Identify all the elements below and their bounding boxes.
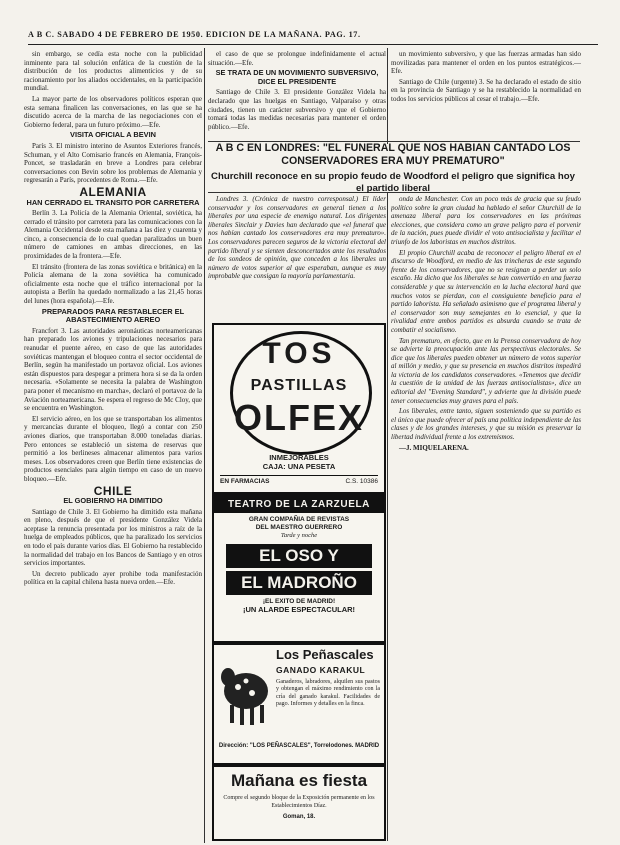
ad-inmejorables: INMEJORABLES: [269, 453, 329, 462]
ad-pastillas-word: PASTILLAS: [250, 377, 348, 394]
article-text: Berlín 3. La Policía de la Alemania Oriental, soviética, ha cerrado el tránsito por carretera para las comunicaciones con la Alemania Occidental desde esta mañana a las diez y cuarenta y cinco, a consecuencia de lo cual quedan paralizados un buen número de camiones en ambas direcciones, en las proximidades de la frontera.—Efe.: [24, 209, 202, 261]
article-text: sin embargo, se cedía esta noche con la publicidad inminente para tal solución enfática de la cuestión de la distribución de los productos alimenticios y de su racionamiento por los aliados occidentales, en la participación mundial.: [24, 50, 202, 93]
ad-penascales-subtitle: GANADO KARAKUL: [276, 665, 366, 675]
subheading-gobierno: EL GOBIERNO HA DIMITIDO: [63, 496, 163, 506]
ad-manana-es-fiesta: [212, 765, 386, 841]
article-text: el caso de que se prolongue indefinidamente el actual situación.—Efe.: [208, 50, 386, 67]
subheading-cerrado: HAN CERRADO EL TRANSITO POR CARRETERA: [26, 197, 200, 207]
ad-fiesta-text: Compre el segundo bloque de la Exposición permanente en los Establecimientos Díaz.: [223, 795, 375, 809]
section-title-chile: CHILE: [93, 483, 133, 498]
article-text: onda de Manchester. Con un poco más de gracia que su feudo político sobre la gran ciudad ha hablado el señor Churchill de la amenaza liberal para los conservadores en las próximas elecciones, que considera como un grave peligro para el porvenir de la nación, pues puede dividir el voto antisocialista y facilitar el triunfo de los laboristas en muchos distritos.: [391, 195, 581, 246]
column-rule-2: [387, 48, 388, 144]
page-header: A B C. SABADO 4 DE FEBRERO DE 1950. EDICION DE LA MAÑANA. PAG. 17.: [28, 30, 598, 45]
headline-subtitle: Churchill reconoce en su propio feudo de Woodford el peligro que significa hoy el partido liberal: [211, 171, 575, 194]
article-text: Santiago de Chile 3. El presidente González Videla ha declarado que las huelgas en Santiago, Valparaíso y otras ciudades, tienen un carácter subversivo y que el Gobierno tomará todas las medidas necesarias para mantener el orden público.—Efe.: [208, 88, 386, 131]
ad-tagline: [214, 453, 384, 471]
article-text: París 3. El ministro interino de Asuntos Exteriores francés, Schuman, y el Alto Comisario francés en Alemania, François-Poncet, se trasladarán en breve a Londres para celebrar conversaciones con Bevin sobre los problemas de Alemania y regresarán a París, procedentes de Roma.—Efe.: [24, 141, 202, 185]
subheading-preparados: PREPARADOS PARA RESTABLECER EL ABASTECIMIENTO AEREO: [41, 306, 185, 325]
article-text: Francfort 3. Las autoridades aeronáuticas norteamericanas han preparado los aviones y tripulaciones necesarios para reanudar el puente aéreo, en caso de que las autoridades soviéticas mantengan el bloqueo contra el sector occidental de Berlín, según ha manifestado un portavoz oficial. Los aviones están dispuestos para despegar a primera hora si se da la orden necesaria. «Solamente se necesita la palabra de Washington para poner el mecanismo en marcha», declaró el portavoz de la Aviación norteamericana. Se espera el regreso de Mc Cloy, que se encuentra en Washington.: [24, 326, 202, 413]
column-rule-1: [204, 48, 205, 843]
ad-farmacias: EN FARMACIAS: [220, 478, 270, 485]
column-rule-3: [387, 193, 388, 841]
article-text: Santiago de Chile (urgente) 3. Se ha declarado el estado de sitio en la provincia de Santiago y se ha restablecido la normalidad en todos los servicios públicos al cesar el trabajo.—Efe.: [391, 77, 581, 103]
ad-penascales-title: Los Peñascales: [276, 647, 374, 662]
article-text: El tránsito (frontera de las zonas soviética e británica) en la Policía alemana de la zona soviética ha comunicado oficialmente esta noche que el tráfico internacional por la autopista a Berlín ha quedado normalizado a las 21,45 horas del lunes (hora española).—Efe.: [24, 262, 202, 306]
london-article-right: [391, 195, 581, 835]
ad-fiesta-street: Goman, 18.: [282, 814, 316, 820]
ad-price: CAJA: UNA PESETA: [262, 462, 336, 471]
ad-theatre-name: TEATRO DE LA ZARZUELA: [214, 496, 384, 513]
sheep-illustration-icon: [218, 651, 274, 739]
section-title-alemania: ALEMANIA: [79, 184, 147, 199]
article-text: Tan prematuro, en efecto, que en la Prensa conservadora de hoy se advierte la preocupación ante las perspectivas electorales. Se dice que los liberales pueden obtener un número de votos superior al millón y medio, y que su presencia en muchos distritos impedirá la victoria de los candidatos conservadores. «Tenemos que decidir la cuestión de la unidad de las fuerzas antisocialistas», dice un editorial del "Evening Standard", y advierte que la división puede tener consecuencias muy graves para el país.: [391, 336, 581, 405]
column-1: [24, 50, 202, 840]
article-signature: —J. MIQUELARENA.: [399, 443, 469, 452]
ad-farmacias-line: [220, 475, 378, 485]
article-text: La mayor parte de los observadores políticos esperan que esta semana finalicen las conversaciones, en las que se ha discutido acerca de la marcha de las negociaciones con el Gobierno federal, para un futuro próximo.—Efe.: [24, 94, 202, 129]
ad-fiesta-title: Mañana es fiesta: [230, 771, 368, 790]
ad-alarde: ¡UN ALARDE ESPECTACULAR!: [242, 605, 356, 614]
article-text: El propio Churchill acaba de reconocer el peligro liberal en el discurso de Woodford, en medio de las trincheras de este segundo frente de los conservadores, que no se resignan a perder un solo escaño. Ha dicho que los liberales se han convertido en una fuerza considerable y que su intervención en la lucha electoral hará que muchos votos se pierdan, con el consiguiente beneficio para el partido laborista. Ha señalado asimismo que el programa liberal y el conservador son muy semejantes en lo esencial, y que la rivalidad entre ambos partidos es absurda cuando se trata de combatir el socialismo.: [391, 248, 581, 334]
ad-penascales-address: Dirección: "LOS PEÑASCALES", Torrelodones. MADRID: [218, 743, 380, 749]
ad-teatro-zarzuela: [212, 494, 386, 643]
article-text: Londres 3. (Crónica de nuestro corresponsal.) El líder conservador y los conservadores en general tienen a los liberales por una especie de enemigo natural. Los dirigentes liberales Sinclair y Davies han declarado que «el funeral que nos habían cantado los conservadores era muy prematuro». Los conservadores parecen seguros de la victoria electoral del partido liberal y se sienten desconcertados ante los resultados de los sondeos de opinión, que conceden a los liberales un número de votos superior al que esperaban, aunque es muy improbable que consigan la mayoría parlamentaria.: [208, 195, 386, 281]
main-headline: [208, 142, 578, 195]
subheading-movimiento: SE TRATA DE UN MOVIMIENTO SUBVERSIVO, DICE EL PRESIDENTE: [215, 68, 379, 86]
london-article-left: [208, 195, 386, 318]
ad-tos-word: TOS: [262, 337, 336, 370]
ad-penascales-text: Ganaderos, labradores, alquilen sus pastos y obtengan el máximo rendimiento con la cría del ganado karakul. Facilidades de pago. Informes y detalles en la finca.: [276, 679, 380, 708]
article-text: un movimiento subversivo, y que las fuerzas armadas han sido movilizadas para mantener el orden en los puntos estratégicos.—Efe.: [391, 50, 581, 76]
article-text: Un decreto publicado ayer prohibe toda manifestación política en la capital chilena hasta nueva orden.—Efe.: [24, 569, 202, 587]
ad-olfex-brand: OLFEX: [233, 397, 364, 438]
ad-fiesta-address: [220, 814, 378, 822]
ad-compania: GRAN COMPAÑIA DE REVISTAS: [248, 516, 350, 523]
article-text: Santiago de Chile 3. El Gobierno ha dimitido esta mañana en pleno, después de que el presidente González Videla aceptase la renuncia presentada por los ministros a raíz de la huelga de empleados públicos, que ha paralizado los servicios en todo el país durante varios días. El Gobierno ha restablecido la normalidad del trabajo en los Bancos de Santiago y en otros servicios importantes.: [24, 507, 202, 568]
ad-tarde: Tarde y noche: [280, 532, 318, 539]
ad-maestro: DEL MAESTRO GUERRERO: [255, 524, 343, 531]
article-text: El servicio aéreo, en los que se transportaban los alimentos y mercancías durante el bloqueo, llegó a contar con 250 aviones diarios, que transportaban 8.000 toneladas diarias. Pero entonces se estableció un sistema de reservas que permitió a los berlineses almacenar alimentos para varios meses. Los observadores creen que Berlín tiene existencias de productos esenciales para algún tiempo en caso de un nuevo bloqueo.—Efe.: [24, 414, 202, 483]
subheading-visita: VISITA OFICIAL A BEVIN: [70, 130, 156, 140]
ad-cs-code: C.S. 10386: [345, 478, 378, 485]
article-text: Los liberales, entre tanto, siguen sosteniendo que su partido es el único que puede ofrecer al país una política independiente de las clases y de los grandes intereses, y que su misión es preservar la libertad individual frente a los extremismos.: [391, 407, 581, 442]
column-3-top: [391, 50, 581, 140]
ad-show-title-2: EL MADROÑO: [226, 571, 372, 595]
ad-show-title-1: EL OSO Y: [226, 544, 372, 568]
ad-exito: ¡EL EXITO DE MADRID!: [262, 598, 336, 605]
headline-title: A B C EN LONDRES: "EL FUNERAL QUE NOS HABIAN CANTADO LOS CONSERVADORES ERA MUY PREMATURO": [215, 142, 571, 167]
ad-los-penascales: [212, 643, 386, 765]
ad-pastillas-olfex: [212, 323, 386, 494]
